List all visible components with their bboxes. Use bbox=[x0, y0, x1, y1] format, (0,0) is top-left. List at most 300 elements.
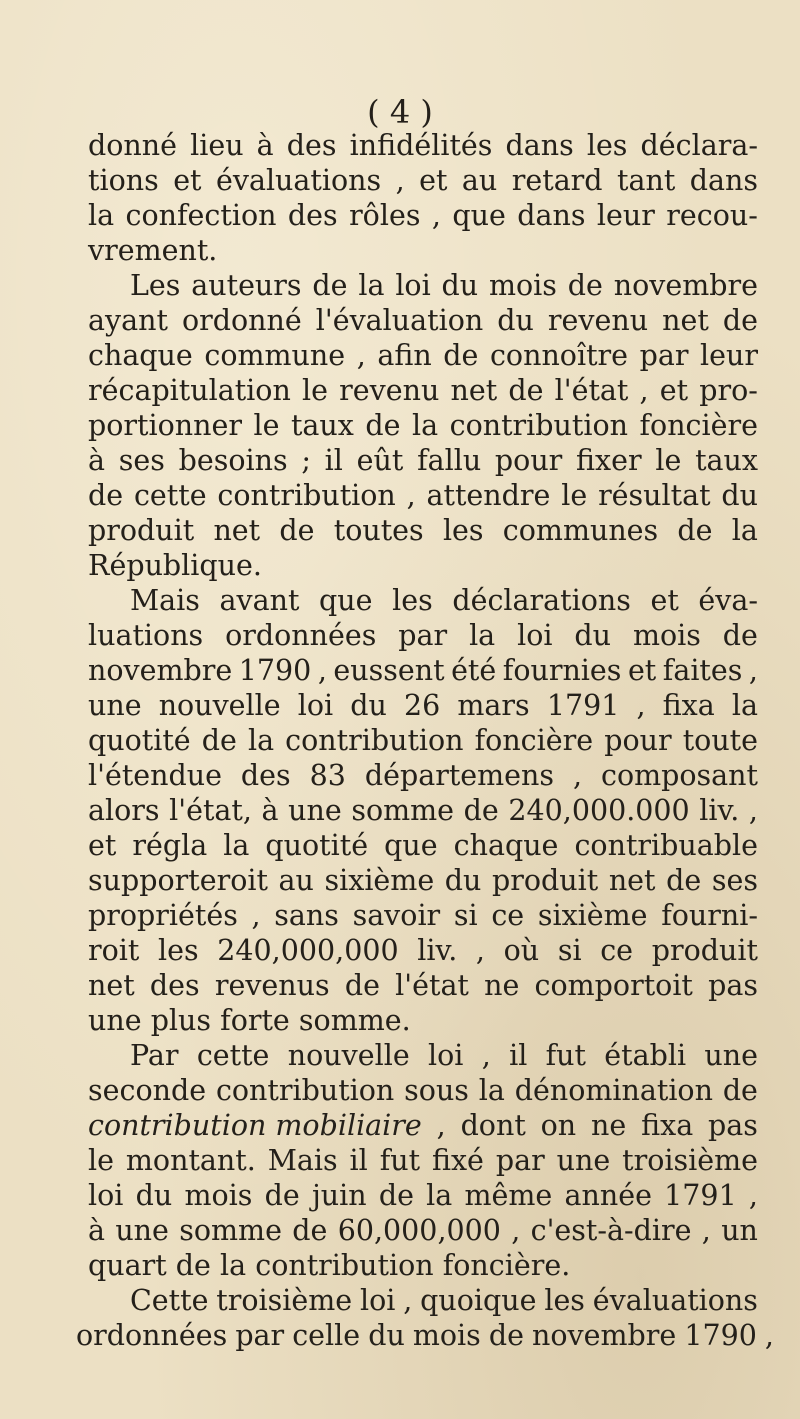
word: l'étendue bbox=[88, 759, 222, 792]
word: 1790 bbox=[684, 1319, 757, 1352]
word: au bbox=[461, 164, 498, 197]
word: loi bbox=[395, 269, 431, 302]
word: nouvelle bbox=[287, 1039, 410, 1072]
word: fut bbox=[379, 1144, 421, 1177]
word: net bbox=[450, 374, 498, 407]
text-line bbox=[88, 303, 758, 338]
word: à bbox=[256, 129, 274, 162]
word: mois bbox=[489, 269, 557, 302]
word: fixer bbox=[576, 444, 642, 477]
word: un bbox=[721, 1214, 758, 1247]
word: novembre bbox=[88, 654, 233, 687]
word: par bbox=[639, 339, 689, 372]
word: 60,000,000 bbox=[337, 1214, 501, 1247]
word: année bbox=[564, 1179, 652, 1212]
word: de bbox=[201, 724, 237, 757]
word: fixé bbox=[431, 1144, 484, 1177]
word: de bbox=[378, 1179, 414, 1212]
word: du bbox=[721, 479, 758, 512]
word: l'état bbox=[554, 374, 629, 407]
word: au bbox=[278, 864, 314, 897]
word: , bbox=[764, 1319, 774, 1352]
word: de bbox=[677, 514, 713, 547]
text-line bbox=[88, 1108, 758, 1143]
word: Les bbox=[130, 269, 181, 302]
word: , bbox=[317, 654, 327, 687]
word: 1791 bbox=[546, 689, 620, 722]
word: départemens bbox=[364, 759, 555, 792]
word: les bbox=[158, 934, 199, 967]
word: produit bbox=[651, 934, 758, 967]
word: évaluations bbox=[592, 1284, 758, 1317]
word: portionner bbox=[88, 409, 242, 442]
word: loi bbox=[88, 1179, 124, 1212]
word: ne bbox=[484, 969, 520, 1002]
word: contribution bbox=[215, 1074, 395, 1107]
word: , bbox=[431, 199, 441, 232]
word: déclara- bbox=[640, 129, 758, 162]
word: net bbox=[662, 304, 709, 337]
word: taux bbox=[695, 444, 758, 477]
word: sixième bbox=[324, 864, 435, 897]
word: chaque bbox=[88, 339, 193, 372]
word: somme. bbox=[298, 1004, 411, 1037]
word: le bbox=[301, 374, 328, 407]
word: novembre bbox=[613, 269, 758, 302]
word: ; bbox=[301, 444, 311, 477]
word: loi bbox=[428, 1039, 464, 1072]
word: cette bbox=[133, 479, 207, 512]
word: la bbox=[731, 689, 758, 722]
word: foncière bbox=[474, 724, 594, 757]
word: que bbox=[319, 584, 373, 617]
word: , bbox=[251, 899, 261, 932]
word: communes bbox=[502, 514, 659, 547]
word: contribution bbox=[217, 479, 396, 512]
word: de bbox=[344, 969, 380, 1002]
word: République. bbox=[88, 549, 262, 582]
word: attendre bbox=[426, 479, 551, 512]
word: tant bbox=[617, 164, 676, 197]
word: fourni- bbox=[661, 899, 758, 932]
word: rôles bbox=[349, 199, 421, 232]
word: somme bbox=[351, 794, 455, 827]
word: taux bbox=[290, 409, 354, 442]
word: troisième bbox=[622, 1144, 758, 1177]
text-line bbox=[88, 618, 758, 653]
word: quotité bbox=[88, 724, 191, 757]
word: chaque bbox=[453, 829, 559, 862]
word: pour bbox=[494, 444, 563, 477]
word: foncière. bbox=[442, 1249, 571, 1282]
word: toute bbox=[682, 724, 758, 757]
word: une bbox=[88, 689, 142, 722]
word: évaluations bbox=[215, 164, 382, 197]
word: mois bbox=[412, 1319, 481, 1352]
word: et bbox=[650, 584, 679, 617]
word: contribution bbox=[449, 409, 628, 442]
word: de bbox=[312, 269, 348, 302]
word: , bbox=[636, 689, 646, 722]
word: pour bbox=[604, 724, 672, 757]
word: été bbox=[451, 654, 497, 687]
word: produit bbox=[492, 864, 599, 897]
word: , bbox=[748, 794, 758, 827]
word: le bbox=[88, 1144, 114, 1177]
word: avant bbox=[219, 584, 300, 617]
word: pas bbox=[708, 969, 758, 1002]
word: de bbox=[365, 409, 401, 442]
text-line bbox=[88, 653, 758, 688]
word: du bbox=[368, 1319, 405, 1352]
word: les bbox=[392, 584, 433, 617]
word: il bbox=[509, 1039, 528, 1072]
word: , bbox=[481, 1039, 491, 1072]
word: comportoit bbox=[534, 969, 693, 1002]
word: et bbox=[173, 164, 202, 197]
word: montant. bbox=[125, 1144, 256, 1177]
text-line bbox=[88, 198, 758, 233]
word: liv. bbox=[417, 934, 458, 967]
word: ce bbox=[491, 899, 525, 932]
word: du bbox=[444, 864, 482, 897]
word: fournies bbox=[502, 654, 622, 687]
text-line bbox=[88, 933, 758, 968]
word: dont bbox=[460, 1109, 526, 1142]
word: seconde bbox=[88, 1074, 207, 1107]
word: revenu bbox=[339, 374, 440, 407]
word: vrement. bbox=[88, 234, 218, 267]
text-line bbox=[88, 1073, 758, 1108]
word: lieu bbox=[190, 129, 244, 162]
word: la bbox=[469, 619, 496, 652]
word: supporteroit bbox=[88, 864, 268, 897]
text-line bbox=[88, 268, 758, 303]
word: quoique bbox=[420, 1284, 537, 1317]
word: , bbox=[403, 1284, 413, 1317]
word: fixa bbox=[641, 1109, 694, 1142]
word: composant bbox=[600, 759, 758, 792]
word: mars bbox=[457, 689, 530, 722]
word: de bbox=[443, 339, 479, 372]
word: éva- bbox=[698, 584, 758, 617]
word: luations bbox=[88, 619, 204, 652]
text-line bbox=[88, 1283, 758, 1318]
text-line bbox=[88, 478, 758, 513]
word: de bbox=[508, 374, 544, 407]
word: par bbox=[495, 1144, 545, 1177]
word: nouvelle bbox=[158, 689, 281, 722]
word: commune bbox=[204, 339, 346, 372]
word: ordonnées bbox=[76, 1319, 228, 1352]
word: juin bbox=[311, 1179, 367, 1212]
word: l'état, bbox=[169, 794, 252, 827]
word: 240,000,000 bbox=[217, 934, 399, 967]
word: , bbox=[356, 339, 366, 372]
word: mois bbox=[632, 619, 701, 652]
text-line bbox=[88, 828, 758, 863]
word: contribution bbox=[255, 1249, 434, 1282]
word: , bbox=[475, 934, 485, 967]
word: contribution mobiliaire bbox=[88, 1109, 422, 1142]
word: novembre bbox=[532, 1319, 677, 1352]
word: eussent bbox=[333, 654, 445, 687]
word: , bbox=[406, 479, 416, 512]
word: si bbox=[557, 934, 582, 967]
word: que bbox=[452, 199, 506, 232]
word: de bbox=[279, 514, 315, 547]
word: alors bbox=[88, 794, 160, 827]
word: , bbox=[748, 654, 758, 687]
word: , bbox=[572, 759, 583, 792]
word: et bbox=[627, 654, 657, 687]
text-line bbox=[88, 863, 758, 898]
text-line bbox=[88, 373, 758, 408]
word: du bbox=[574, 619, 612, 652]
word: , bbox=[701, 1214, 711, 1247]
word: des bbox=[287, 199, 338, 232]
word: ses bbox=[711, 864, 758, 897]
text-line bbox=[88, 128, 758, 163]
word: forte bbox=[220, 1004, 290, 1037]
word: pas bbox=[708, 1109, 758, 1142]
word: infidélités bbox=[349, 129, 493, 162]
word: une bbox=[704, 1039, 758, 1072]
word: du bbox=[441, 269, 479, 302]
text-line bbox=[88, 688, 758, 723]
word: la bbox=[223, 829, 250, 862]
word: , bbox=[395, 164, 405, 197]
word: sans bbox=[274, 899, 339, 932]
word: le bbox=[655, 444, 682, 477]
word: pro- bbox=[699, 374, 758, 407]
word: la bbox=[358, 269, 385, 302]
text-line bbox=[88, 408, 758, 443]
word: donné bbox=[88, 129, 177, 162]
word: on bbox=[540, 1109, 577, 1142]
word: troisième bbox=[216, 1284, 353, 1317]
word: déclarations bbox=[452, 584, 631, 617]
word: par bbox=[398, 619, 448, 652]
text-line bbox=[88, 1178, 758, 1213]
word: et bbox=[419, 164, 448, 197]
word: par bbox=[235, 1319, 285, 1352]
word: des bbox=[149, 969, 200, 1002]
word: net bbox=[213, 514, 261, 547]
word: quotité bbox=[265, 829, 369, 862]
word: de bbox=[264, 1179, 300, 1212]
text-line bbox=[88, 898, 758, 933]
word: somme bbox=[179, 1214, 282, 1247]
word: dans bbox=[505, 129, 574, 162]
word: Par bbox=[130, 1039, 179, 1072]
word: établi bbox=[604, 1039, 687, 1072]
word: c'est-à-dire bbox=[530, 1214, 692, 1247]
text-line bbox=[88, 793, 758, 828]
word: mois bbox=[184, 1179, 253, 1212]
text-line bbox=[88, 1143, 758, 1178]
page-number: ( 4 ) bbox=[367, 93, 433, 131]
word: ayant bbox=[88, 304, 168, 337]
word: de bbox=[567, 269, 603, 302]
word: 83 bbox=[309, 759, 346, 792]
word: une bbox=[115, 1214, 169, 1247]
word: la bbox=[731, 514, 758, 547]
text-line bbox=[88, 163, 758, 198]
text-line bbox=[88, 338, 758, 373]
word: Mais bbox=[267, 1144, 338, 1177]
word: du bbox=[135, 1179, 173, 1212]
word: revenus bbox=[214, 969, 330, 1002]
word: les bbox=[586, 129, 628, 162]
word: les bbox=[442, 514, 484, 547]
word: la bbox=[478, 1074, 505, 1107]
word: régla bbox=[132, 829, 208, 862]
word: de bbox=[488, 1319, 524, 1352]
word: une bbox=[88, 1004, 142, 1037]
word: tions bbox=[88, 164, 159, 197]
word: le bbox=[253, 409, 280, 442]
word: produit bbox=[88, 514, 195, 547]
word: le bbox=[561, 479, 588, 512]
word: à bbox=[88, 1214, 105, 1247]
word: les bbox=[544, 1284, 585, 1317]
word: leur bbox=[596, 199, 655, 232]
word: afin bbox=[377, 339, 432, 372]
word: sixième bbox=[537, 899, 648, 932]
word: la bbox=[412, 409, 439, 442]
word: , bbox=[436, 1109, 446, 1142]
word: et bbox=[659, 374, 689, 407]
word: ce bbox=[600, 934, 634, 967]
word: roit bbox=[88, 934, 140, 967]
word: du bbox=[497, 304, 534, 337]
word: loi bbox=[360, 1284, 396, 1317]
text-line bbox=[88, 1003, 758, 1038]
word: , bbox=[511, 1214, 521, 1247]
text-line bbox=[88, 513, 758, 548]
word: des bbox=[240, 759, 291, 792]
word: des bbox=[286, 129, 337, 162]
word: la bbox=[247, 724, 275, 757]
word: retard bbox=[511, 164, 603, 197]
text-line bbox=[88, 1038, 758, 1073]
word: l'évaluation bbox=[315, 304, 484, 337]
word: , bbox=[748, 1179, 758, 1212]
word: 1790 bbox=[238, 654, 312, 687]
word: fut bbox=[545, 1039, 586, 1072]
word: dans bbox=[689, 164, 758, 197]
word: la bbox=[220, 1249, 247, 1282]
word: confection bbox=[125, 199, 277, 232]
word: récapitulation bbox=[88, 374, 291, 407]
word: celle bbox=[292, 1319, 361, 1352]
word: de bbox=[463, 794, 499, 827]
word: 240,000.000 bbox=[508, 794, 690, 827]
word: loi bbox=[517, 619, 553, 652]
word: foncière bbox=[639, 409, 758, 442]
word: Mais bbox=[130, 584, 200, 617]
word: toutes bbox=[333, 514, 424, 547]
word: besoins bbox=[178, 444, 288, 477]
text-line bbox=[88, 1213, 758, 1248]
word: leur bbox=[700, 339, 758, 372]
word: 26 bbox=[404, 689, 441, 722]
text-line bbox=[88, 1248, 758, 1283]
word: faites bbox=[662, 654, 743, 687]
word: sous bbox=[404, 1074, 469, 1107]
word: dénomination bbox=[514, 1074, 713, 1107]
word: même bbox=[464, 1179, 553, 1212]
word: si bbox=[453, 899, 478, 932]
word: de bbox=[722, 1074, 758, 1107]
word: net bbox=[88, 969, 135, 1002]
text-line bbox=[76, 1318, 774, 1353]
word: la bbox=[426, 1179, 453, 1212]
word: une bbox=[288, 794, 342, 827]
word: 1791 bbox=[664, 1179, 737, 1212]
word: à bbox=[261, 794, 279, 827]
word: fallu bbox=[417, 444, 482, 477]
word: résultat bbox=[598, 479, 711, 512]
word: propriétés bbox=[88, 899, 238, 932]
body-text bbox=[76, 128, 774, 1353]
word: eût bbox=[356, 444, 404, 477]
word: Cette bbox=[130, 1284, 209, 1317]
word: plus bbox=[150, 1004, 212, 1037]
word: l'état bbox=[395, 969, 469, 1002]
word: liv. bbox=[699, 794, 740, 827]
text-line bbox=[88, 723, 758, 758]
word: de bbox=[722, 619, 758, 652]
word: du bbox=[350, 689, 387, 722]
word: il bbox=[324, 444, 343, 477]
word: que bbox=[384, 829, 438, 862]
text-line bbox=[88, 968, 758, 1003]
word: contribuable bbox=[574, 829, 758, 862]
word: ordonné bbox=[181, 304, 302, 337]
word: quart bbox=[88, 1249, 167, 1282]
word: loi bbox=[297, 689, 334, 722]
word: de bbox=[88, 479, 124, 512]
word: de bbox=[666, 864, 702, 897]
word: de bbox=[722, 304, 758, 337]
word: où bbox=[503, 934, 540, 967]
word: connoître bbox=[489, 339, 629, 372]
word: ne bbox=[591, 1109, 627, 1142]
word: ordonnées bbox=[225, 619, 377, 652]
word: savoir bbox=[352, 899, 441, 932]
word: de bbox=[292, 1214, 328, 1247]
word: de bbox=[175, 1249, 211, 1282]
word: il bbox=[349, 1144, 368, 1177]
word: dans bbox=[517, 199, 586, 232]
word: , bbox=[639, 374, 649, 407]
word: cette bbox=[196, 1039, 270, 1072]
text-line bbox=[88, 443, 758, 478]
word: recou- bbox=[666, 199, 758, 232]
text-line bbox=[88, 548, 758, 583]
word: une bbox=[556, 1144, 611, 1177]
word: la bbox=[88, 199, 115, 232]
word: à bbox=[88, 444, 105, 477]
text-line bbox=[88, 583, 758, 618]
word: et bbox=[88, 829, 117, 862]
word: contribution bbox=[285, 724, 464, 757]
word: ses bbox=[118, 444, 165, 477]
text-line bbox=[88, 758, 758, 793]
word: auteurs bbox=[191, 269, 302, 302]
